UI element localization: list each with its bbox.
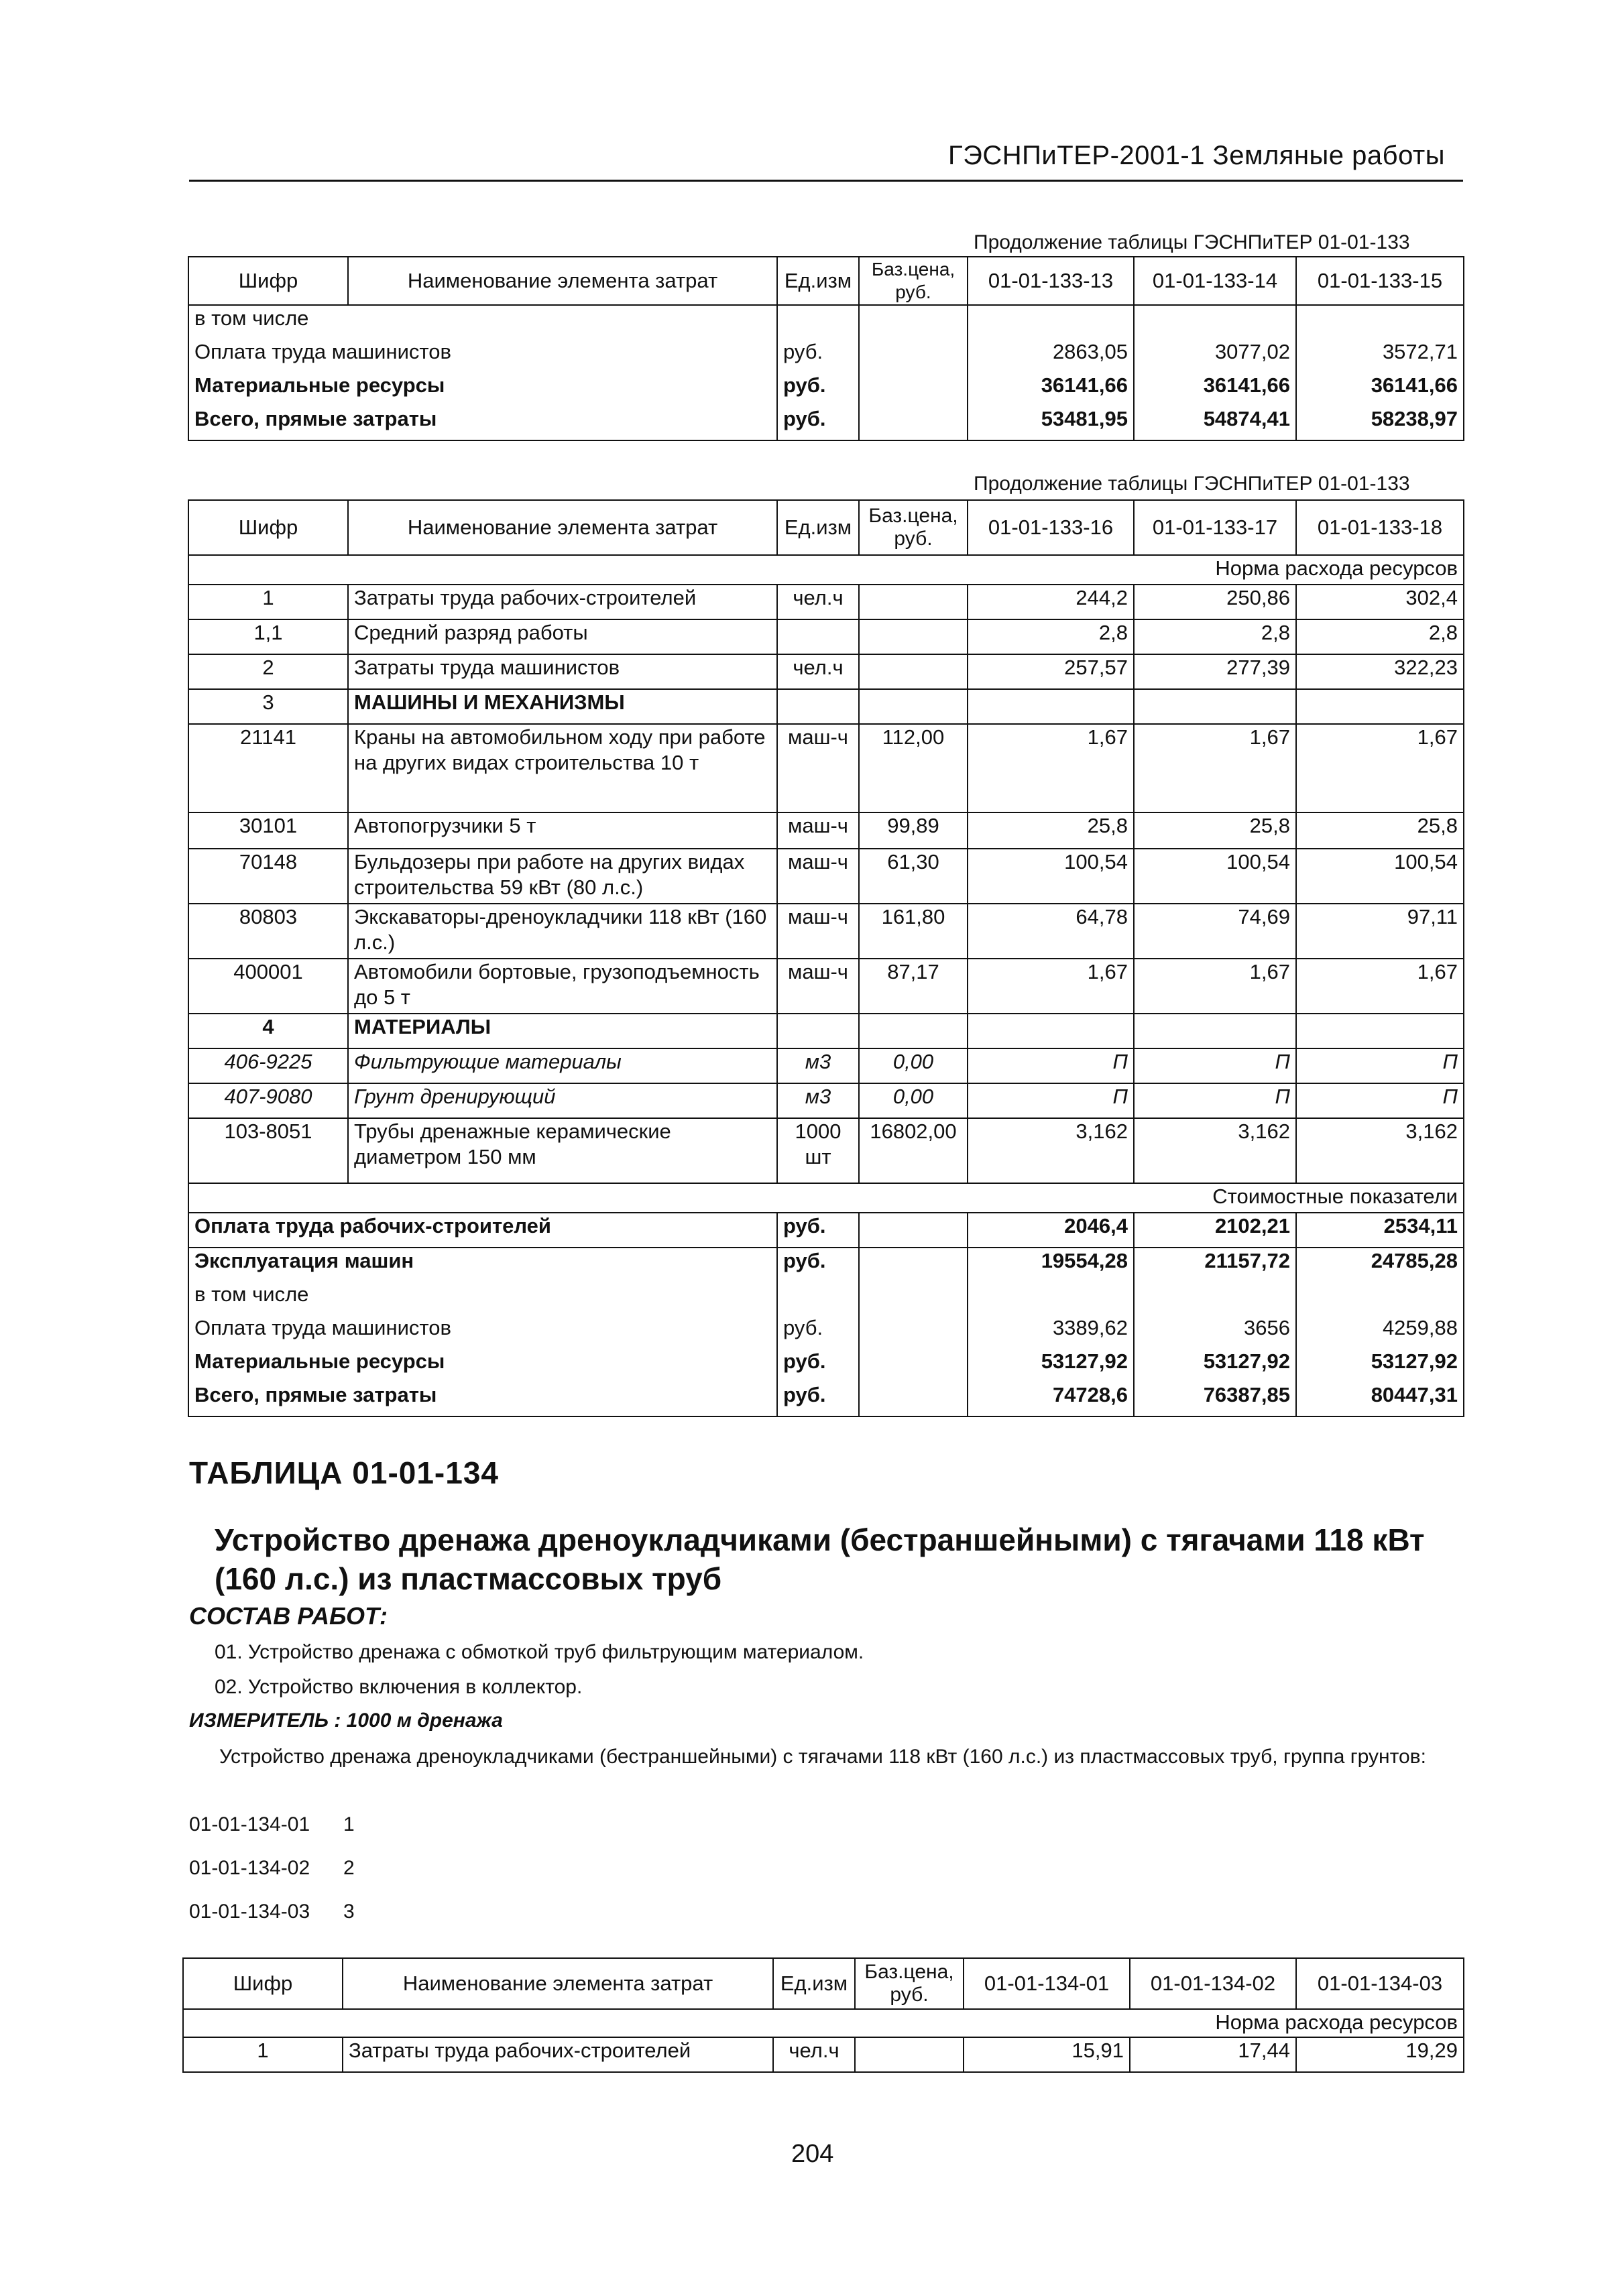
total-v2: 53127,92 — [1134, 1349, 1296, 1382]
row-v2: 17,44 — [1130, 2037, 1296, 2072]
row-v2: 100,54 — [1134, 849, 1296, 904]
row-price — [859, 406, 968, 440]
total-price — [859, 1315, 968, 1349]
group-number: 1 — [343, 1813, 355, 1835]
total-v1: 53127,92 — [968, 1349, 1134, 1382]
row-price — [859, 339, 968, 373]
table-row — [188, 849, 1464, 904]
row-v2: 36141,66 — [1134, 373, 1296, 406]
group-code: 01-01-134-02 — [189, 1857, 310, 1879]
col-header-code: Шифр — [188, 257, 348, 305]
row-v1: 2,8 — [968, 619, 1134, 654]
row-unit: руб. — [777, 339, 859, 373]
row-v1: 257,57 — [968, 654, 1134, 689]
table-row — [188, 339, 1464, 373]
row-v1: П — [968, 1048, 1134, 1083]
row-unit: чел.ч — [777, 654, 859, 689]
total-price — [859, 1382, 968, 1416]
row-v2: 3077,02 — [1134, 339, 1296, 373]
row-v2: 1,67 — [1134, 959, 1296, 1014]
col-header-v1: 01-01-134-01 — [964, 1958, 1130, 2009]
section-row — [188, 689, 1464, 724]
row-v2: 3,162 — [1134, 1118, 1296, 1183]
table-row — [183, 2037, 1464, 2072]
row-price: 0,00 — [859, 1048, 968, 1083]
row-v3: 19,29 — [1296, 2037, 1464, 2072]
cost-label: Стоимостные показатели — [968, 1183, 1464, 1213]
total-v2: 76387,85 — [1134, 1382, 1296, 1416]
total-row — [188, 1248, 1464, 1282]
row-v1 — [968, 305, 1134, 339]
works-item: 01. Устройство дренажа с обмоткой труб фильтрующим материалом. — [215, 1641, 864, 1663]
col-header-code: Шифр — [188, 500, 348, 555]
norm-label: Норма расхода ресурсов — [968, 555, 1464, 585]
row-name: Фильтрующие материалы — [348, 1048, 777, 1083]
total-v2 — [1134, 1282, 1296, 1315]
col-header-unit: Ед.изм — [777, 500, 859, 555]
total-row — [188, 1349, 1464, 1382]
total-unit: руб. — [777, 1213, 859, 1248]
row-code: 406-9225 — [188, 1048, 348, 1083]
row-unit: 1000 шт — [777, 1118, 859, 1183]
col-header-v2: 01-01-133-17 — [1134, 500, 1296, 555]
row-name: Средний разряд работы — [348, 619, 777, 654]
works-label: СОСТАВ РАБОТ: — [189, 1602, 388, 1630]
row-v3: 58238,97 — [1296, 406, 1464, 440]
row-unit — [777, 305, 859, 339]
row-v3: 97,11 — [1296, 904, 1464, 959]
row-name: Затраты труда рабочих-строителей — [348, 585, 777, 619]
table-row — [188, 585, 1464, 619]
total-v3: 24785,28 — [1296, 1248, 1464, 1282]
row-name: в том числе — [188, 305, 777, 339]
row-v1: 64,78 — [968, 904, 1134, 959]
row-code: 103-8051 — [188, 1118, 348, 1183]
section-description: Устройство дренажа дреноукладчиками (бестраншейными) с тягачами 118 кВт (160 л.с.) из пластмассовых труб, группа грунтов: — [219, 1746, 1426, 1768]
row-v3: 1,67 — [1296, 724, 1464, 812]
group-line — [189, 1857, 355, 1880]
row-v3: 2,8 — [1296, 619, 1464, 654]
section-row — [188, 1014, 1464, 1048]
row-price — [859, 585, 968, 619]
row-name: Автомобили бортовые, грузоподъемность до 5 т — [348, 959, 777, 1014]
total-price — [859, 1282, 968, 1315]
row-v3: 1,67 — [1296, 959, 1464, 1014]
row-price: 99,89 — [859, 812, 968, 849]
row-v2 — [1134, 1014, 1296, 1048]
table-row — [188, 373, 1464, 406]
total-v1 — [968, 1282, 1134, 1315]
row-v1: 244,2 — [968, 585, 1134, 619]
row-name: Грунт дренирующий — [348, 1083, 777, 1118]
total-unit: руб. — [777, 1349, 859, 1382]
row-price: 0,00 — [859, 1083, 968, 1118]
total-row — [188, 1315, 1464, 1349]
row-v3: 36141,66 — [1296, 373, 1464, 406]
spacer — [183, 2009, 964, 2037]
row-unit: маш-ч — [777, 724, 859, 812]
row-name: Затраты труда машинистов — [348, 654, 777, 689]
table2-caption: Продолжение таблицы ГЭСНПиТЕР 01-01-133 — [974, 473, 1410, 495]
row-v3 — [1296, 1014, 1464, 1048]
spacer — [188, 555, 968, 585]
section-title: ТАБЛИЦА 01-01-134 — [189, 1455, 499, 1490]
group-line — [189, 1813, 355, 1836]
row-v2: 25,8 — [1134, 812, 1296, 849]
row-name: Оплата труда машинистов — [188, 339, 777, 373]
row-v1: 3,162 — [968, 1118, 1134, 1183]
total-v3 — [1296, 1282, 1464, 1315]
row-unit: маш-ч — [777, 849, 859, 904]
col-header-price: Баз.цена, руб. — [859, 257, 968, 305]
row-code: 21141 — [188, 724, 348, 812]
row-code: 1 — [188, 585, 348, 619]
table-row — [188, 724, 1464, 812]
group-number: 3 — [343, 1900, 355, 1923]
col-header-unit: Ед.изм — [777, 257, 859, 305]
row-unit: маш-ч — [777, 959, 859, 1014]
row-v3: 100,54 — [1296, 849, 1464, 904]
row-name: Трубы дренажные керамические диаметром 150 мм — [348, 1118, 777, 1183]
table-row — [188, 619, 1464, 654]
row-v3: 302,4 — [1296, 585, 1464, 619]
row-unit: руб. — [777, 373, 859, 406]
row-v2: 250,86 — [1134, 585, 1296, 619]
table3 — [182, 1957, 1464, 2073]
row-price — [859, 373, 968, 406]
measure-label: ИЗМЕРИТЕЛЬ : 1000 м дренажа — [189, 1709, 503, 1732]
group-code: 01-01-134-03 — [189, 1900, 310, 1923]
row-name: Экскаваторы-дреноукладчики 118 кВт (160 л.с.) — [348, 904, 777, 959]
total-unit: руб. — [777, 1382, 859, 1416]
total-name: в том числе — [188, 1282, 777, 1315]
total-v2: 2102,21 — [1134, 1213, 1296, 1248]
row-v2: 2,8 — [1134, 619, 1296, 654]
row-unit: маш-ч — [777, 812, 859, 849]
row-v1: П — [968, 1083, 1134, 1118]
total-name: Эксплуатация машин — [188, 1248, 777, 1282]
table-row — [188, 1118, 1464, 1183]
row-code: 2 — [188, 654, 348, 689]
row-unit — [777, 1014, 859, 1048]
table-row — [188, 406, 1464, 440]
running-header: ГЭСНПиТЕР-2001-1 Земляные работы — [948, 141, 1445, 170]
total-name: Оплата труда рабочих-строителей — [188, 1213, 777, 1248]
total-v2: 21157,72 — [1134, 1248, 1296, 1282]
row-v1 — [968, 689, 1134, 724]
total-unit: руб. — [777, 1315, 859, 1349]
col-header-unit: Ед.изм — [773, 1958, 855, 2009]
header-rule — [189, 180, 1463, 182]
row-v1 — [968, 1014, 1134, 1048]
total-price — [859, 1248, 968, 1282]
works-item: 02. Устройство включения в коллектор. — [215, 1676, 583, 1698]
row-name: МАШИНЫ И МЕХАНИЗМЫ — [348, 689, 777, 724]
row-v2: П — [1134, 1083, 1296, 1118]
group-line — [189, 1900, 355, 1923]
row-v2 — [1134, 305, 1296, 339]
total-v3: 80447,31 — [1296, 1382, 1464, 1416]
total-v1: 74728,6 — [968, 1382, 1134, 1416]
col-header-v2: 01-01-133-14 — [1134, 257, 1296, 305]
row-code: 3 — [188, 689, 348, 724]
total-v3: 53127,92 — [1296, 1349, 1464, 1382]
total-unit — [777, 1282, 859, 1315]
row-unit: м3 — [777, 1083, 859, 1118]
table-row — [188, 812, 1464, 849]
row-v1: 25,8 — [968, 812, 1134, 849]
table-row — [188, 1083, 1464, 1118]
col-header-name: Наименование элемента затрат — [348, 500, 777, 555]
row-v1: 2863,05 — [968, 339, 1134, 373]
total-v1: 3389,62 — [968, 1315, 1134, 1349]
row-name: МАТЕРИАЛЫ — [348, 1014, 777, 1048]
row-code: 407-9080 — [188, 1083, 348, 1118]
row-unit — [777, 689, 859, 724]
col-header-v3: 01-01-133-18 — [1296, 500, 1464, 555]
group-code: 01-01-134-01 — [189, 1813, 310, 1835]
row-price: 16802,00 — [859, 1118, 968, 1183]
row-code: 70148 — [188, 849, 348, 904]
total-name: Материальные ресурсы — [188, 1349, 777, 1382]
total-v3: 2534,11 — [1296, 1213, 1464, 1248]
row-price — [859, 689, 968, 724]
row-price: 161,80 — [859, 904, 968, 959]
row-unit — [777, 619, 859, 654]
row-unit: чел.ч — [773, 2037, 855, 2072]
row-name: Затраты труда рабочих-строителей — [343, 2037, 773, 2072]
row-v1: 36141,66 — [968, 373, 1134, 406]
total-unit: руб. — [777, 1248, 859, 1282]
row-price — [859, 619, 968, 654]
col-header-v1: 01-01-133-16 — [968, 500, 1134, 555]
total-name: Оплата труда машинистов — [188, 1315, 777, 1349]
col-header-name: Наименование элемента затрат — [348, 257, 777, 305]
row-v2: 54874,41 — [1134, 406, 1296, 440]
row-v3: 3,162 — [1296, 1118, 1464, 1183]
row-v3 — [1296, 689, 1464, 724]
row-v1: 15,91 — [964, 2037, 1130, 2072]
row-v2: 1,67 — [1134, 724, 1296, 812]
row-name: Краны на автомобильном ходу при работе на других видах строительства 10 т — [348, 724, 777, 812]
row-code: 400001 — [188, 959, 348, 1014]
row-price — [859, 654, 968, 689]
row-unit: чел.ч — [777, 585, 859, 619]
col-header-v3: 01-01-133-15 — [1296, 257, 1464, 305]
total-price — [859, 1213, 968, 1248]
norm-label-row — [183, 2009, 1464, 2037]
row-v2 — [1134, 689, 1296, 724]
row-unit: маш-ч — [777, 904, 859, 959]
row-v3 — [1296, 305, 1464, 339]
row-v3: 25,8 — [1296, 812, 1464, 849]
page-number: 204 — [791, 2140, 834, 2168]
table3-header-row — [183, 1958, 1464, 2009]
row-v2: 74,69 — [1134, 904, 1296, 959]
row-v1: 100,54 — [968, 849, 1134, 904]
table-row — [188, 959, 1464, 1014]
total-row — [188, 1282, 1464, 1315]
row-v3: П — [1296, 1048, 1464, 1083]
col-header-price: Баз.цена, руб. — [855, 1958, 964, 2009]
table-row — [188, 1048, 1464, 1083]
row-code: 1,1 — [188, 619, 348, 654]
row-name: Автопогрузчики 5 т — [348, 812, 777, 849]
table-row — [188, 305, 1464, 339]
section-subtitle: Устройство дренажа дреноукладчиками (бестраншейными) с тягачами 118 кВт (160 л.с.) из пластмассовых труб — [215, 1522, 1425, 1596]
total-name: Всего, прямые затраты — [188, 1382, 777, 1416]
row-v1: 1,67 — [968, 959, 1134, 1014]
col-header-price: Баз.цена, руб. — [859, 500, 968, 555]
cost-label-row — [188, 1183, 1464, 1213]
col-header-v1: 01-01-133-13 — [968, 257, 1134, 305]
row-v2: П — [1134, 1048, 1296, 1083]
row-price — [859, 305, 968, 339]
total-price — [859, 1349, 968, 1382]
spacer — [188, 1183, 968, 1213]
row-v3: 3572,71 — [1296, 339, 1464, 373]
row-v1: 53481,95 — [968, 406, 1134, 440]
total-row — [188, 1382, 1464, 1416]
row-price: 112,00 — [859, 724, 968, 812]
row-v1: 1,67 — [968, 724, 1134, 812]
col-header-v2: 01-01-134-02 — [1130, 1958, 1296, 2009]
table2 — [188, 499, 1464, 1417]
row-name: Бульдозеры при работе на других видах строительства 59 кВт (80 л.с.) — [348, 849, 777, 904]
row-price: 61,30 — [859, 849, 968, 904]
row-code: 30101 — [188, 812, 348, 849]
group-number: 2 — [343, 1857, 355, 1879]
col-header-code: Шифр — [183, 1958, 343, 2009]
row-code: 4 — [188, 1014, 348, 1048]
row-v3: П — [1296, 1083, 1464, 1118]
row-unit: руб. — [777, 406, 859, 440]
total-v1: 2046,4 — [968, 1213, 1134, 1248]
row-v3: 322,23 — [1296, 654, 1464, 689]
table1-header-row — [188, 257, 1464, 305]
table1 — [188, 256, 1464, 441]
row-name: Материальные ресурсы — [188, 373, 777, 406]
table2-header-row — [188, 500, 1464, 555]
row-code: 1 — [183, 2037, 343, 2072]
row-name: Всего, прямые затраты — [188, 406, 777, 440]
row-price: 87,17 — [859, 959, 968, 1014]
row-price — [855, 2037, 964, 2072]
total-v1: 19554,28 — [968, 1248, 1134, 1282]
total-row — [188, 1213, 1464, 1248]
row-price — [859, 1014, 968, 1048]
table-row — [188, 654, 1464, 689]
row-code: 80803 — [188, 904, 348, 959]
table-row — [188, 904, 1464, 959]
total-v2: 3656 — [1134, 1315, 1296, 1349]
table1-caption: Продолжение таблицы ГЭСНПиТЕР 01-01-133 — [974, 231, 1410, 253]
total-v3: 4259,88 — [1296, 1315, 1464, 1349]
norm-label-row — [188, 555, 1464, 585]
col-header-name: Наименование элемента затрат — [343, 1958, 773, 2009]
norm-label: Норма расхода ресурсов — [964, 2009, 1464, 2037]
row-unit: м3 — [777, 1048, 859, 1083]
row-v2: 277,39 — [1134, 654, 1296, 689]
col-header-v3: 01-01-134-03 — [1296, 1958, 1464, 2009]
